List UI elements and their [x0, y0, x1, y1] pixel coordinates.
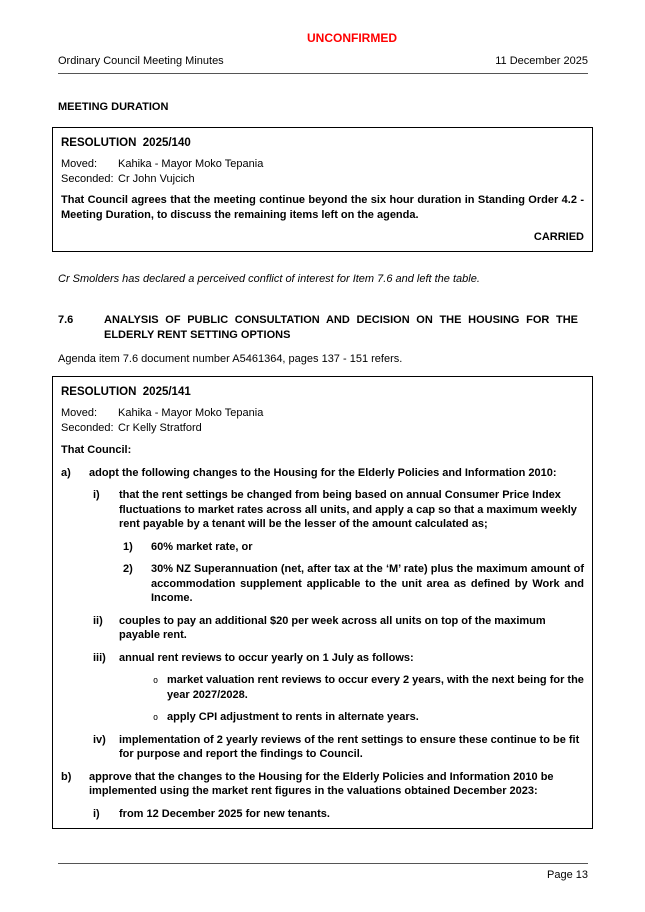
- list-item-a-ii: [61, 614, 584, 643]
- item-text: adopt the following changes to the Housing for the Elderly Policies and Information 2010:: [89, 466, 557, 479]
- item-marker: 1): [123, 540, 133, 553]
- list-item-bullet-cpi: [61, 710, 584, 725]
- seconded-label: Seconded:: [61, 172, 114, 185]
- item-marker: a): [61, 466, 71, 479]
- resolution-140-text: That Council agrees that the meeting continue beyond the six hour duration in Standing Order 4.2 - Meeting Duration, to discuss the remaining items left on the agenda.: [61, 194, 584, 221]
- resolution-141-movers: [61, 406, 584, 435]
- seconded-row: [61, 421, 584, 436]
- moved-row: [61, 157, 584, 172]
- moved-label: Moved:: [61, 407, 98, 419]
- agenda-item-heading: [58, 313, 588, 342]
- resolution-140-outcome: CARRIED: [533, 231, 584, 243]
- seconded-row: [61, 172, 584, 187]
- resolution-141-box: [52, 376, 593, 830]
- list-item-b: [61, 770, 584, 799]
- list-item-a-i-1: [61, 540, 584, 555]
- list-item-b-i: [61, 807, 584, 822]
- unconfirmed-watermark: UNCONFIRMED: [307, 31, 397, 45]
- item-text: that the rent settings be changed from being based on annual Consumer Price Index fluctuations to market rates across all units, and apply a cap so that a maximum weekly rent payable by a tenant will be the lesser of the amount calculated as;: [119, 489, 577, 530]
- item-marker: 2): [123, 563, 133, 575]
- list-item-a-iii: [61, 651, 584, 666]
- header-date: 11 December 2025: [495, 54, 588, 67]
- item-text: 30% NZ Superannuation (net, after tax at the ‘M’ rate) plus the maximum amount of accommodation supplement applicable to the unit area as defined by Work and Income.: [151, 563, 584, 604]
- list-item-a-iv: [61, 733, 584, 762]
- resolution-140-box: [52, 127, 593, 252]
- item-marker: i): [93, 489, 100, 501]
- item-marker: iv): [93, 733, 106, 746]
- list-item-a-i-2: [61, 562, 584, 606]
- bullet-icon: o: [153, 713, 159, 723]
- list-item-bullet-market-valuation: [61, 673, 584, 702]
- resolution-141-intro: That Council:: [61, 444, 132, 456]
- page-footer: [58, 863, 588, 883]
- item-text: from 12 December 2025 for new tenants.: [119, 807, 330, 820]
- resolution-141-title: RESOLUTION 2025/141: [61, 385, 191, 398]
- resolution-140-movers: [61, 157, 584, 186]
- item-text: 60% market rate, or: [151, 540, 253, 553]
- item-text: apply CPI adjustment to rents in alternate years.: [167, 711, 419, 723]
- moved-row: [61, 406, 584, 421]
- page-number: Page 13: [547, 869, 588, 881]
- meeting-duration-heading: MEETING DURATION: [58, 101, 169, 113]
- bullet-icon: o: [153, 676, 159, 686]
- seconded-label: Seconded:: [61, 421, 114, 434]
- list-item-a: [61, 466, 584, 481]
- item-text: approve that the changes to the Housing for the Elderly Policies and Information 2010 be implemented using the market rent figures in the valuations obtained December 2023:: [89, 770, 554, 797]
- agenda-item-number: 7.6: [58, 314, 74, 326]
- page-header: [58, 54, 588, 75]
- agenda-item-title: ANALYSIS OF PUBLIC CONSULTATION AND DECISION ON THE HOUSING FOR THE ELDERLY RENT SETTING OPTIONS: [104, 314, 578, 341]
- item-marker: iii): [93, 651, 106, 664]
- item-text: couples to pay an additional $20 per week across all units on top of the maximum payable rent.: [119, 614, 546, 641]
- item-marker: ii): [93, 614, 103, 627]
- moved-value: Kahika - Mayor Moko Tepania: [118, 407, 264, 419]
- list-item-a-i: [61, 488, 584, 532]
- item-marker: i): [93, 807, 100, 820]
- seconded-value: Cr Kelly Stratford: [118, 421, 202, 434]
- seconded-value: Cr John Vujcich: [118, 172, 195, 185]
- resolution-140-title: RESOLUTION 2025/140: [61, 136, 191, 149]
- item-text: implementation of 2 yearly reviews of the rent settings to ensure these continue to be fit for purpose and report the findings to Council.: [119, 733, 580, 760]
- item-text: market valuation rent reviews to occur every 2 years, with the next being for the year 2027/2028.: [167, 674, 584, 701]
- moved-label: Moved:: [61, 158, 98, 170]
- item-text: annual rent reviews to occur yearly on 1 July as follows:: [119, 651, 414, 664]
- agenda-reference: Agenda item 7.6 document number A5461364, pages 137 - 151 refers.: [58, 353, 403, 365]
- item-marker: b): [61, 770, 72, 783]
- conflict-of-interest-note: Cr Smolders has declared a perceived conflict of interest for Item 7.6 and left the table.: [58, 272, 480, 285]
- header-title: Ordinary Council Meeting Minutes: [58, 54, 224, 67]
- moved-value: Kahika - Mayor Moko Tepania: [118, 158, 264, 170]
